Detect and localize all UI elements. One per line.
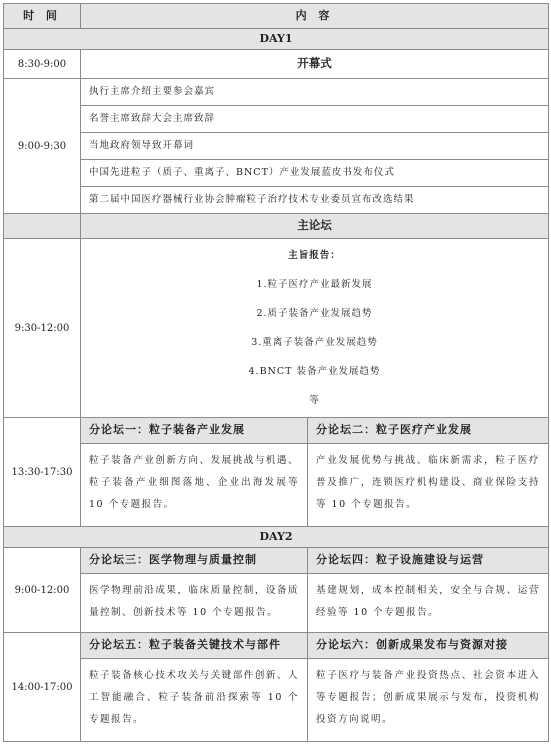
forum2-title: 分论坛二：粒子医疗产业发展 bbox=[308, 418, 549, 444]
forum-title-row bbox=[4, 548, 549, 574]
forum-title-row bbox=[4, 633, 549, 659]
keynote-item-2: 2.质子装备产业发展趋势 bbox=[256, 308, 373, 319]
keynote-time: 9:30-12:00 bbox=[4, 239, 81, 418]
forum4-title: 分论坛四：粒子设施建设与运营 bbox=[308, 548, 549, 574]
header-content: 内 容 bbox=[81, 4, 549, 29]
opening-item-row bbox=[4, 133, 549, 160]
opening-item-5: 第二届中国医疗器械行业协会肿瘤粒子治疗技术专业委员宣布改选结果 bbox=[81, 187, 549, 214]
day2-label: DAY2 bbox=[4, 527, 549, 548]
forum3-body: 医学物理前沿成果，临床质量控制，设备质量控制、创新技术等 10 个专题报告。 bbox=[81, 574, 308, 633]
keynote-item-3: 3.重离子装备产业发展趋势 bbox=[251, 337, 378, 348]
d2-afternoon-time: 14:00-17:00 bbox=[4, 633, 81, 742]
opening-item-row bbox=[4, 106, 549, 133]
opening-row bbox=[4, 50, 549, 79]
opening-item-row bbox=[4, 79, 549, 106]
opening-time: 8:30-9:00 bbox=[4, 50, 81, 79]
forum2-body: 产业发展优势与挑战、临床新需求，粒子医疗普及推广，连锁医疗机构建设、商业保险支持等 10 个专题报告。 bbox=[308, 444, 549, 527]
keynote-item-5: 等 bbox=[309, 395, 320, 406]
keynote-row bbox=[4, 239, 549, 418]
keynote-item-4: 4.BNCT 装备产业发展趋势 bbox=[248, 366, 381, 377]
forum-title-row bbox=[4, 418, 549, 444]
opening-item-3: 当地政府领导致开幕词 bbox=[81, 133, 549, 160]
main-forum-title: 主论坛 bbox=[81, 214, 549, 239]
keynote-item-1: 1.粒子医疗产业最新发展 bbox=[256, 279, 373, 290]
forum4-body: 基建规划，成本控制相关，安全与合规、运营经验等 10 个专题报告。 bbox=[308, 574, 549, 633]
main-forum-row bbox=[4, 214, 549, 239]
forum1-body: 粒子装备产业创新方向、发展挑战与机遇、粒子装备产业细图落地、企业出海发展等 10 个专题报告。 bbox=[81, 444, 308, 527]
opening-title: 开幕式 bbox=[81, 50, 549, 79]
agenda-page bbox=[0, 3, 551, 745]
keynote-title: 主旨报告： bbox=[288, 250, 341, 261]
opening-item-2: 名誉主席致辞大会主席致辞 bbox=[81, 106, 549, 133]
opening-item-1: 执行主席介绍主要参会嘉宾 bbox=[81, 79, 549, 106]
day2-row bbox=[4, 527, 549, 548]
forum6-title: 分论坛六：创新成果发布与资源对接 bbox=[308, 633, 549, 659]
forum1-title: 分论坛一：粒子装备产业发展 bbox=[81, 418, 308, 444]
forum-body-row bbox=[4, 659, 549, 742]
forum5-title: 分论坛五：粒子装备关键技术与部件 bbox=[81, 633, 308, 659]
opening-item-row bbox=[4, 160, 549, 187]
opening-item-4: 中国先进粒子（质子、重离子、BNCT）产业发展蓝皮书发布仪式 bbox=[81, 160, 549, 187]
opening-items-time: 9:00-9:30 bbox=[4, 79, 81, 214]
agenda-table bbox=[3, 3, 549, 742]
day1-row bbox=[4, 29, 549, 50]
keynote-block bbox=[81, 239, 549, 418]
forum-body-row bbox=[4, 574, 549, 633]
opening-item-row bbox=[4, 187, 549, 214]
d2-morning-time: 9:00-12:00 bbox=[4, 548, 81, 633]
forum-body-row bbox=[4, 444, 549, 527]
forum5-body: 粒子装备核心技术攻关与关键部件创新、人工智能融合、粒子装备前沿探索等 10 个专题报告。 bbox=[81, 659, 308, 742]
header-time: 时 间 bbox=[4, 4, 81, 29]
forum3-title: 分论坛三：医学物理与质量控制 bbox=[81, 548, 308, 574]
main-forum-time-blank bbox=[4, 214, 81, 239]
table-header-row bbox=[4, 4, 549, 29]
day1-label: DAY1 bbox=[4, 29, 549, 50]
d1-afternoon-time: 13:30-17:30 bbox=[4, 418, 81, 527]
forum6-body: 粒子医疗与装备产业投资热点、社会资本进入等专题报告；创新成果展示与发布，投资机构投资方向说明。 bbox=[308, 659, 549, 742]
